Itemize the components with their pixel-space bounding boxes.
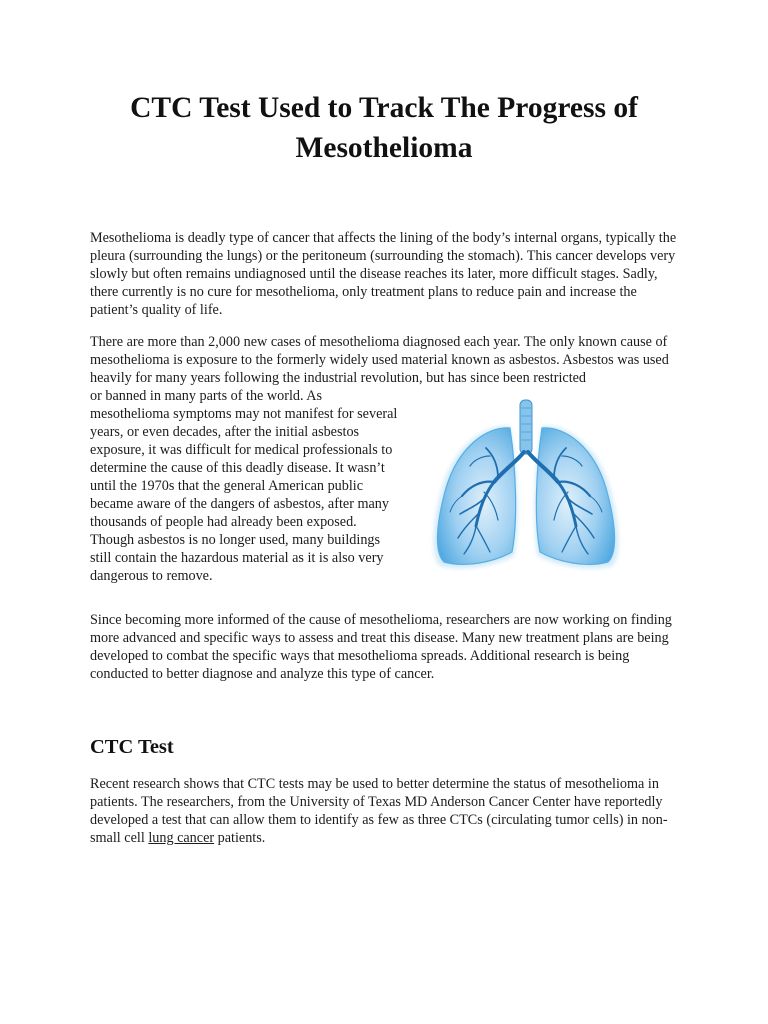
research-paragraph: Since becoming more informed of the cause of mesothelioma, researchers are now working on finding more advanced and specific ways to assess and treat this disease. Many new treatment plans are being developed to combat the specific ways that mesothelioma spreads. Additional research is being conducted to better diagnose and analyze this type of cancer. [90, 612, 672, 682]
lung-cancer-link[interactable]: lung cancer [148, 830, 215, 846]
section-heading-ctc-test: CTC Test [90, 736, 174, 758]
article-title: CTC Test Used to Track The Progress of Mesothelioma [130, 92, 638, 164]
ctc-paragraph-end: patients. [217, 830, 266, 846]
ctc-paragraph [90, 775, 678, 847]
intro-paragraph: Mesothelioma is deadly type of cancer that affects the lining of the body’s internal organs, typically the pleura (surrounding the lungs) or the peritoneum (surrounding the stomach). This cancer develops very slowly but often remains undiagnosed until the disease reaches its later, more difficult stages. Sadly, there currently is no cure for mesothelioma, only treatment plans to reduce pain and increase the patient’s quality of life. [90, 230, 677, 318]
ctc-paragraph-text: Recent research shows that CTC tests may be used to better determine the status of mesothelioma in patients. The researchers, from the University of Texas MD Anderson Cancer Center have reportedly developed a test that can allow them to identify as few as three CTCs (circulating tumor cells) in non-small cell [90, 776, 668, 846]
lungs-illustration-icon [424, 396, 628, 574]
asbestos-paragraph-top: There are more than 2,000 new cases of mesothelioma diagnosed each year. The only known cause of mesothelioma is exposure to the formerly widely used material known as asbestos. Asbestos was used heavily for many years following the industrial revolution, but has since been restricted [90, 334, 669, 386]
asbestos-paragraph-wrapped: or banned in many parts of the world. As mesothelioma symptoms may not manifest for several years, or even decades, after the initial asbestos exposure, it was difficult for medical professionals to determine the cause of this deadly disease. It wasn’t until the 1970s that the general American public became aware of the dangers of asbestos, after many thousands of people had already been exposed. Though asbestos is no longer used, many buildings still contain the hazardous material as it is also very dangerous to remove. [90, 388, 398, 584]
